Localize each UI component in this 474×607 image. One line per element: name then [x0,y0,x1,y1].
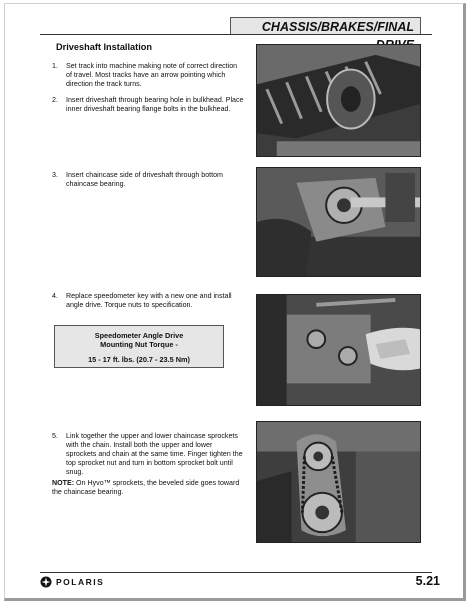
step-text: Replace speedometer key with a new one and install angle drive. Torque nuts to specification. [66,292,232,309]
polaris-logo [40,575,104,589]
note-label: NOTE: [52,479,75,487]
chapter-header: CHASSIS/BRAKES/FINAL [230,17,421,35]
photo-chaincase-sprockets [256,421,421,543]
step-2 [52,96,244,114]
step-3 [52,171,244,189]
step-number: 2. [52,96,58,104]
polaris-star-icon [40,576,52,588]
step-4 [52,292,244,310]
step-text: Insert chaincase side of driveshaft through bottom chaincase bearing. [66,171,223,188]
torque-subtitle: Mounting Nut Torque - [100,340,178,349]
header-rule [40,34,432,35]
photo-track-driveshaft [256,44,421,157]
step-text: Link together the upper and lower chaincase sprockets with the chain. Install both the upper and lower sprockets and chain at the same time. Finger tighten the top sprocket nut and turn in bottom sprocket bolt until snug. [66,432,243,476]
section-title: Driveshaft Installation [56,42,152,52]
step-text: Set track into machine making note of correct direction of travel. Most tracks have an arrow pointing which direction the track turns. [66,62,238,88]
note-text: On Hyvo™ sprockets, the beveled side goes toward the chaincase bearing. [52,479,240,496]
step-number: 5. [52,432,58,440]
step-number: 4. [52,292,58,300]
torque-title: Speedometer Angle Drive [94,331,184,340]
step-number: 3. [52,171,58,179]
step-5 [52,432,244,477]
logo-text: POLARIS [56,577,105,587]
page-number: 5.21 [415,574,440,588]
torque-spec-box [54,325,224,368]
step-number: 1. [52,62,58,70]
photo-chaincase-bearing [256,167,421,277]
torque-value: 15 - 17 ft. lbs. (20.7 - 23.5 Nm) [88,355,190,364]
photo-speedometer-drive [256,294,421,406]
note [52,479,244,497]
footer-rule [40,572,432,573]
step-1 [52,62,244,89]
step-text: Insert driveshaft through bearing hole in bulkhead. Place inner driveshaft bearing flange bolts in the bulkhead. [66,96,244,113]
